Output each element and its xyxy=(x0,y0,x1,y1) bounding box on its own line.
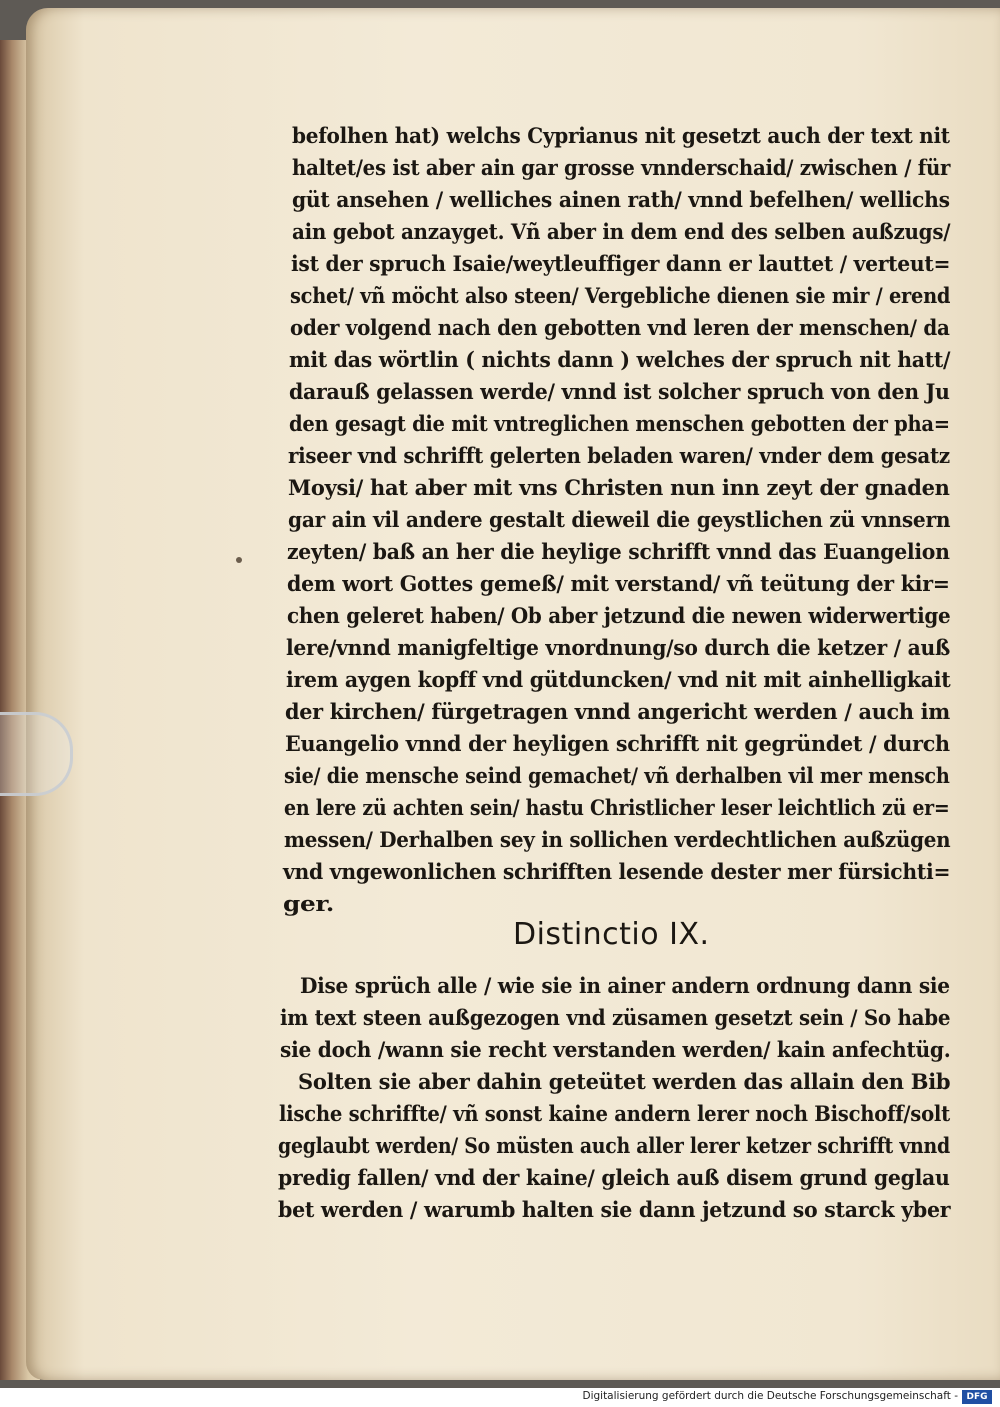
text-line: ger. xyxy=(283,892,335,917)
text-line: im text steen außgezogen vnd züsamen gesetzt sein / So habe xyxy=(280,1006,951,1031)
text-line: sie/ die mensche seind gemachet/ vñ derhalben vil mer mensch xyxy=(284,764,950,789)
text-line: ist der spruch Isaie/weytleuffiger dann er lauttet / verteut= xyxy=(291,252,951,277)
text-line: riseer vnd schrifft gelerten beladen waren/ vnder dem gesatz xyxy=(288,444,950,469)
text-line: geglaubt werden/ So müsten auch aller lerer ketzer schrifft vnnd xyxy=(278,1134,950,1159)
text-line: dem wort Gottes gemeß/ mit verstand/ vñ teütung der kir= xyxy=(287,572,950,597)
text-line: en lere zü achten sein/ hastu Christlicher leser leichtlich zü er= xyxy=(284,796,950,821)
text-line: befolhen hat) welchs Cyprianus nit gesetzt auch der text nit xyxy=(292,124,950,149)
text-line: Dise sprüch alle / wie sie in ainer andern ordnung dann sie xyxy=(300,974,950,999)
text-line: sie doch /wann sie recht verstanden werden/ kain anfechtüg. xyxy=(280,1038,951,1063)
text-line: den gesagt die mit vntreglichen menschen gebotten der pha= xyxy=(289,412,950,437)
text-line: Moysi/ hat aber mit vns Christen nun inn zeyt der gnaden xyxy=(288,476,950,501)
footer-bar xyxy=(0,1388,1000,1407)
text-line: oder volgend nach den gebotten vnd leren der menschen/ da xyxy=(290,316,950,341)
text-line: bet werden / warumb halten sie dann jetzund so starck yber xyxy=(278,1198,951,1223)
text-line: lische schriffte/ vñ sonst kaine andern lerer noch Bischoff/solt xyxy=(279,1102,950,1127)
text-line: Euangelio vnnd der heyligen schrifft nit gegründet / durch xyxy=(285,732,950,757)
text-line: mit das wörtlin ( nichts dann ) welches der spruch nit hatt/ xyxy=(289,348,951,373)
text-line: darauß gelassen werde/ vnnd ist solcher spruch von den Ju xyxy=(289,380,950,405)
text-line: gar ain vil andere gestalt dieweil die geystlichen zü vnnsern xyxy=(288,508,951,533)
text-line: predig fallen/ vnd der kaine/ gleich auß disem grund geglau xyxy=(278,1166,950,1191)
section-heading: Distinctio IX. xyxy=(513,917,710,952)
text-line: vnd vngewonlichen schrifften lesende dester mer fürsichti= xyxy=(283,860,951,885)
text-line: chen geleret haben/ Ob aber jetzund die newen widerwertige xyxy=(287,604,951,629)
dfg-logo-icon: DFG xyxy=(962,1390,992,1404)
text-line: haltet/es ist aber ain gar grosse vnnderschaid/ zwischen / für xyxy=(292,156,951,181)
text-line: lere/vnnd manigfeltige vnordnung/so durch die ketzer / auß xyxy=(286,636,951,661)
funding-notice: Digitalisierung gefördert durch die Deutsche Forschungsgemeinschaft - xyxy=(582,1390,958,1402)
text-line: irem aygen kopff vnd gütduncken/ vnd nit mit ainhelligkait xyxy=(286,668,951,693)
text-line: ain gebot anzayget. Vñ aber in dem end des selben außzugs/ xyxy=(292,220,951,245)
text-line: Solten sie aber dahin geteütet werden das allain den Bib xyxy=(298,1070,951,1095)
text-line: der kirchen/ fürgetragen vnnd angericht werden / auch im xyxy=(285,700,950,725)
text-line: messen/ Derhalben sey in sollichen verdechtlichen außzügen xyxy=(284,828,951,853)
text-line: schet/ vñ möcht also steen/ Vergebliche dienen sie mir / erend xyxy=(290,284,951,309)
text-line: güt ansehen / welliches ainen rath/ vnnd befelhen/ wellichs xyxy=(292,188,950,213)
text-line: zeyten/ baß an her die heylige schrifft vnnd das Euangelion xyxy=(287,540,950,565)
